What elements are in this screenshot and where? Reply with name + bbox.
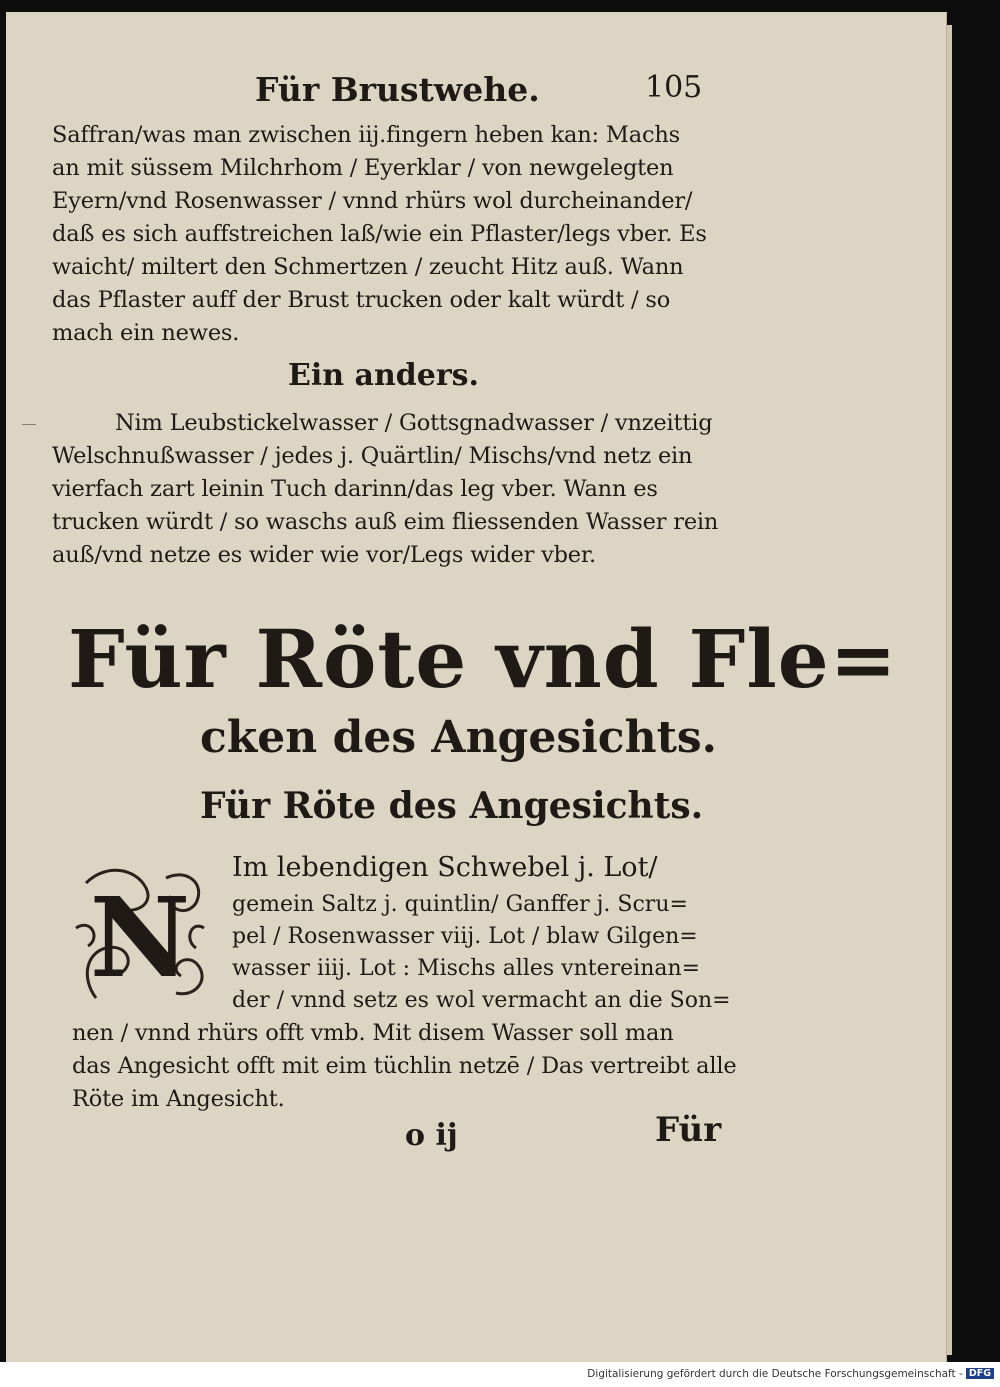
paragraph-line: auß/vnd netze es wider wie vor/Legs wider vber. — [52, 542, 596, 568]
paragraph-line: trucken würdt / so waschs auß eim fliessenden Wasser rein — [52, 509, 719, 535]
paragraph-line: Im lebendigen Schwebel j. Lot/ — [232, 852, 658, 883]
chapter-heading-continued: cken des Angesichts. — [200, 712, 717, 763]
ornament-initial-icon — [66, 858, 214, 1008]
paragraph-line: Welschnußwasser / jedes j. Quärtlin/ Mischs/vnd netz ein — [52, 443, 693, 469]
subheading: Ein anders. — [288, 358, 479, 393]
paragraph-line: daß es sich auffstreichen laß/wie ein Pflaster/legs vber. Es — [52, 221, 707, 247]
paragraph-line: vierfach zart leinin Tuch darinn/das leg vber. Wann es — [52, 476, 658, 502]
catchword: Für — [655, 1110, 722, 1150]
initial-letter: N — [89, 873, 191, 1002]
dfg-logo-icon: DFG — [966, 1368, 994, 1379]
section-heading: Für Röte des Angesichts. — [200, 785, 704, 827]
funding-footer — [587, 1368, 994, 1380]
margin-mark — [22, 424, 36, 425]
paragraph-line: gemein Saltz j. quintlin/ Ganffer j. Scru= — [232, 892, 688, 917]
paragraph-line: waicht/ miltert den Schmertzen / zeucht Hitz auß. Wann — [52, 254, 684, 280]
paragraph-line: pel / Rosenwasser viij. Lot / blaw Gilgen= — [232, 924, 698, 949]
paragraph-line: das Angesicht offt mit eim tüchlin netzē / Das vertreibt alle — [72, 1053, 737, 1079]
running-title: Für Brustwehe. — [255, 70, 540, 109]
paragraph-line: nen / vnnd rhürs offt vmb. Mit disem Wasser soll man — [72, 1020, 674, 1046]
chapter-heading: Für Röte vnd Fle= — [68, 612, 898, 706]
paragraph-line: der / vnnd setz es wol vermacht an die Son= — [232, 988, 731, 1013]
page-number: 105 — [645, 70, 703, 105]
paragraph-line: wasser iiij. Lot : Mischs alles vntereinan= — [232, 956, 701, 981]
funding-text: Digitalisierung gefördert durch die Deutsche Forschungsgemeinschaft - — [587, 1368, 963, 1380]
decorated-initial — [66, 858, 214, 1008]
paragraph-line: mach ein newes. — [52, 320, 240, 346]
signature-mark: o ij — [405, 1118, 458, 1153]
paragraph-line: Röte im Angesicht. — [72, 1086, 285, 1112]
paragraph-line: an mit süssem Milchrhom / Eyerklar / von newgelegten — [52, 155, 674, 181]
paragraph-line: Saffran/was man zwischen iij.fingern heben kan: Machs — [52, 122, 680, 148]
paragraph-line: das Pflaster auff der Brust trucken oder kalt würdt / so — [52, 287, 671, 313]
paragraph-line: Nim Leubstickelwasser / Gottsgnadwasser / vnzeittig — [115, 410, 713, 436]
paragraph-line: Eyern/vnd Rosenwasser / vnnd rhürs wol durcheinander/ — [52, 188, 693, 214]
